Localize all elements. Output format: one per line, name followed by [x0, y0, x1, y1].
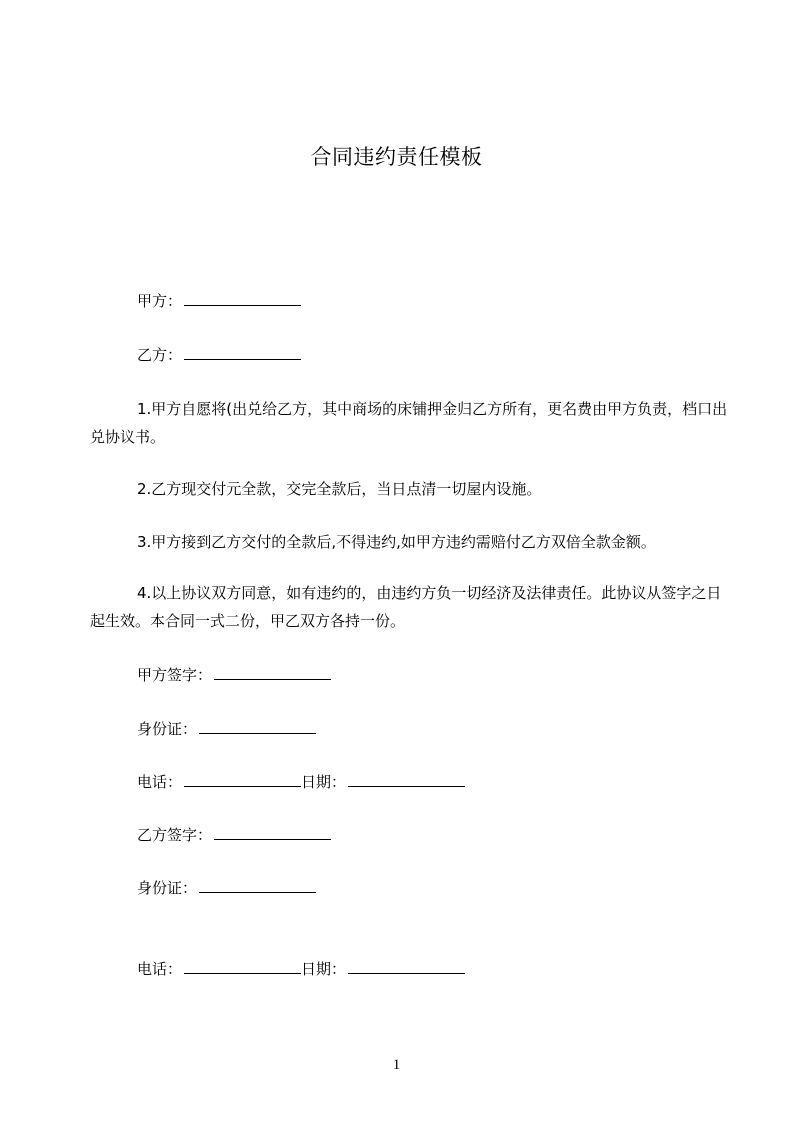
clause-1: 1.甲方自愿将(出兑给乙方，其中商场的床铺押金归乙方所有，更名费由甲方负责，档口出兑协议书。: [90, 400, 728, 446]
clause-4: 4.以上协议双方同意，如有违约的，由违约方负一切经济及法律责任。此协议从签字之日起生效。本合同一式二份，甲乙双方各持一份。: [90, 584, 722, 630]
party-b-line: [137, 345, 301, 365]
party-b-signature-line: [137, 825, 331, 845]
party-b-signature-label: 乙方签字：: [137, 826, 213, 844]
party-b-label: 乙方：: [137, 346, 183, 364]
party-b-signature-blank: [214, 825, 331, 840]
party-a-id-line: [137, 719, 316, 739]
party-a-date-blank: [348, 772, 465, 787]
party-a-id-blank: [199, 719, 316, 734]
party-b-phone-blank: [184, 959, 301, 974]
party-a-phone-label: 电话：: [137, 773, 183, 791]
party-b-blank: [184, 345, 301, 360]
party-a-signature-blank: [214, 665, 331, 680]
party-b-date-blank: [348, 959, 465, 974]
clause-2: 2.乙方现交付元全款，交完全款后，当日点清一切屋内设施。: [137, 480, 542, 498]
party-b-phone-label: 电话：: [137, 960, 183, 978]
party-a-signature-label: 甲方签字：: [137, 666, 213, 684]
party-a-date-label: 日期：: [301, 773, 347, 791]
party-a-signature-line: [137, 665, 331, 685]
party-b-id-blank: [199, 878, 316, 893]
party-a-phone-blank: [184, 772, 301, 787]
party-b-phone-date-line: [137, 959, 465, 979]
document-title: 合同违约责任模板: [310, 145, 483, 169]
party-b-id-line: [137, 878, 316, 898]
page-number: 1: [392, 1057, 401, 1073]
clause-3: 3.甲方接到乙方交付的全款后,不得违约,如甲方违约需赔付乙方双倍全款金额。: [137, 533, 656, 551]
party-a-blank: [184, 291, 301, 306]
party-a-label: 甲方：: [137, 292, 183, 310]
party-a-id-label: 身份证：: [137, 720, 198, 738]
party-b-id-label: 身份证：: [137, 879, 198, 897]
party-b-date-label: 日期：: [301, 960, 347, 978]
party-a-line: [137, 291, 301, 311]
party-a-phone-date-line: [137, 772, 465, 792]
